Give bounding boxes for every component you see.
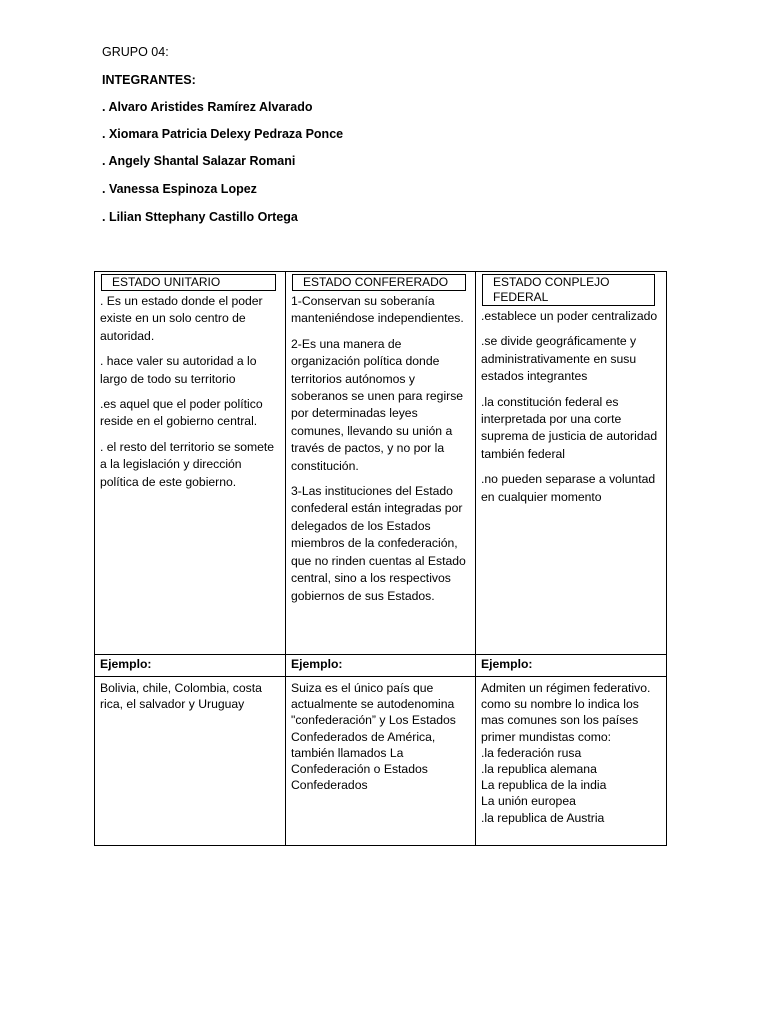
confederado-cell bbox=[286, 272, 476, 655]
unitario-item: .es aquel que el poder político reside en el gobierno central. bbox=[100, 397, 263, 429]
members-title: INTEGRANTES: bbox=[102, 73, 196, 87]
example-text: Bolivia, chile, Colombia, costa rica, el salvador y Uruguay bbox=[100, 681, 262, 712]
example-list-item: .la republica alemana bbox=[481, 762, 597, 777]
unitario-item: . hace valer su autoridad a lo largo de todo su territorio bbox=[100, 354, 257, 386]
federal-example bbox=[476, 677, 667, 846]
example-text: Suiza es el único país que actualmente se autodenomina "confederación” y Los Estados Confederados de América, también llamados La Confederación o Estados Confederados bbox=[291, 681, 456, 793]
confederado-item: 1-Conservan su soberanía manteniéndose independientes. bbox=[291, 294, 464, 326]
federal-item: .no pueden separase a voluntad en cualquier momento bbox=[481, 472, 656, 504]
unitario-example bbox=[95, 677, 286, 846]
member-item: . Angely Shantal Salazar Romani bbox=[102, 154, 296, 168]
example-label: Ejemplo: bbox=[95, 655, 286, 677]
confederado-item: 2-Es una manera de organización política donde territorios autónomos y soberanos se unen para regirse por determinadas leyes comunes, llevando su unión a través de pactos, y no por la constitución. bbox=[291, 336, 464, 473]
example-list-item: La republica de la india bbox=[481, 778, 607, 793]
example-label: Ejemplo: bbox=[476, 655, 667, 677]
example-text: Admiten un régimen federativo. como su nombre lo indica los mas comunes son los países primer mundistas como: bbox=[481, 681, 651, 744]
confederado-example bbox=[286, 677, 476, 846]
member-item: . Vanessa Espinoza Lopez bbox=[102, 182, 257, 196]
unitario-item: . el resto del territorio se somete a la legislación y dirección política de este gobierno. bbox=[100, 439, 275, 489]
column-title-unitario: ESTADO UNITARIO bbox=[101, 274, 276, 291]
member-item: . Xiomara Patricia Delexy Pedraza Ponce bbox=[102, 127, 344, 141]
unitario-cell bbox=[95, 272, 286, 655]
example-label: Ejemplo: bbox=[286, 655, 476, 677]
unitario-item: . Es un estado donde el poder existe en un solo centro de autoridad. bbox=[100, 294, 263, 343]
column-title-confederado: ESTADO CONFERERADO bbox=[292, 274, 466, 291]
example-row bbox=[95, 677, 667, 846]
example-list-item: .la federación rusa bbox=[481, 745, 582, 760]
content-row bbox=[95, 272, 667, 655]
federal-cell bbox=[476, 272, 667, 655]
member-item: . Lilian Sttephany Castillo Ortega bbox=[102, 210, 298, 224]
column-title-federal: ESTADO CONPLEJO FEDERAL bbox=[482, 274, 655, 306]
member-item: . Alvaro Aristides Ramírez Alvarado bbox=[102, 100, 313, 114]
comparison-table bbox=[94, 271, 667, 846]
group-title: GRUPO 04: bbox=[102, 45, 169, 59]
federal-item: .establece un poder centralizado bbox=[481, 309, 658, 323]
federal-item: .se divide geográficamente y administrativamente en susu estados integrantes bbox=[481, 334, 637, 384]
example-list-item: La unión europea bbox=[481, 794, 576, 809]
federal-item: .la constitución federal es interpretada por una corte suprema de justicia de autoridad también federal bbox=[481, 394, 658, 461]
confederado-item: 3-Las instituciones del Estado confederal están integradas por delegados de los Estados miembros de la confederación, que no rinden cuentas al Estado central, sino a los respectivos gobiernos de sus Estados. bbox=[291, 484, 466, 603]
example-label-row bbox=[95, 655, 667, 677]
example-list-item: .la republica de Austria bbox=[481, 810, 605, 825]
